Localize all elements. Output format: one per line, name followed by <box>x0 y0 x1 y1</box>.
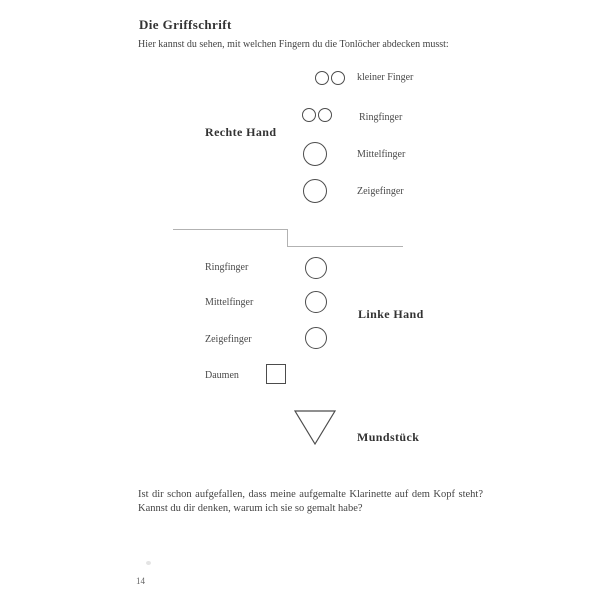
finger-label-zeigefinger-right: Zeigefinger <box>357 186 404 197</box>
tone-hole-circle <box>305 257 327 279</box>
finger-label-daumen: Daumen <box>205 370 239 381</box>
divider-step-line-lower <box>287 246 403 247</box>
footer-paragraph <box>138 488 483 516</box>
right-hand-label: Rechte Hand <box>205 125 277 139</box>
footer-line-2: Kannst du dir denken, warum ich sie so gemalt habe? <box>138 503 363 514</box>
finger-label-mittelfinger-right: Mittelfinger <box>357 149 406 160</box>
left-hand-label: Linke Hand <box>358 307 424 321</box>
page-subtitle: Hier kannst du sehen, mit welchen Fingern du die Tonlöcher abdecken musst: <box>138 39 449 50</box>
finger-label-kleiner-finger: kleiner Finger <box>357 72 414 83</box>
divider-step-line-vertical <box>287 229 288 247</box>
scan-artifact <box>146 561 151 565</box>
footer-line-1: Ist dir schon aufgefallen, dass meine aufgemalte Klarinette auf dem Kopf steht? <box>138 489 483 500</box>
finger-label-ringfinger-left: Ringfinger <box>205 262 249 273</box>
tone-hole-circle <box>305 291 327 313</box>
page-number: 14 <box>136 576 145 586</box>
mouthpiece-triangle <box>293 409 337 447</box>
tone-hole-circle-large <box>303 142 327 166</box>
tone-hole-circle-small <box>315 71 329 85</box>
mouthpiece-label: Mundstück <box>357 430 420 444</box>
finger-label-mittelfinger-left: Mittelfinger <box>205 297 254 308</box>
finger-label-ringfinger-right: Ringfinger <box>359 112 403 123</box>
tone-hole-circle-small <box>331 71 345 85</box>
finger-label-zeigefinger-left: Zeigefinger <box>205 334 252 345</box>
divider-step-line-upper <box>173 229 288 230</box>
page-title: Die Griffschrift <box>139 17 232 32</box>
tone-hole-circle-small <box>318 108 332 122</box>
tone-hole-circle <box>305 327 327 349</box>
thumb-hole-square <box>266 364 286 384</box>
tone-hole-circle-small <box>302 108 316 122</box>
tone-hole-circle-large <box>303 179 327 203</box>
